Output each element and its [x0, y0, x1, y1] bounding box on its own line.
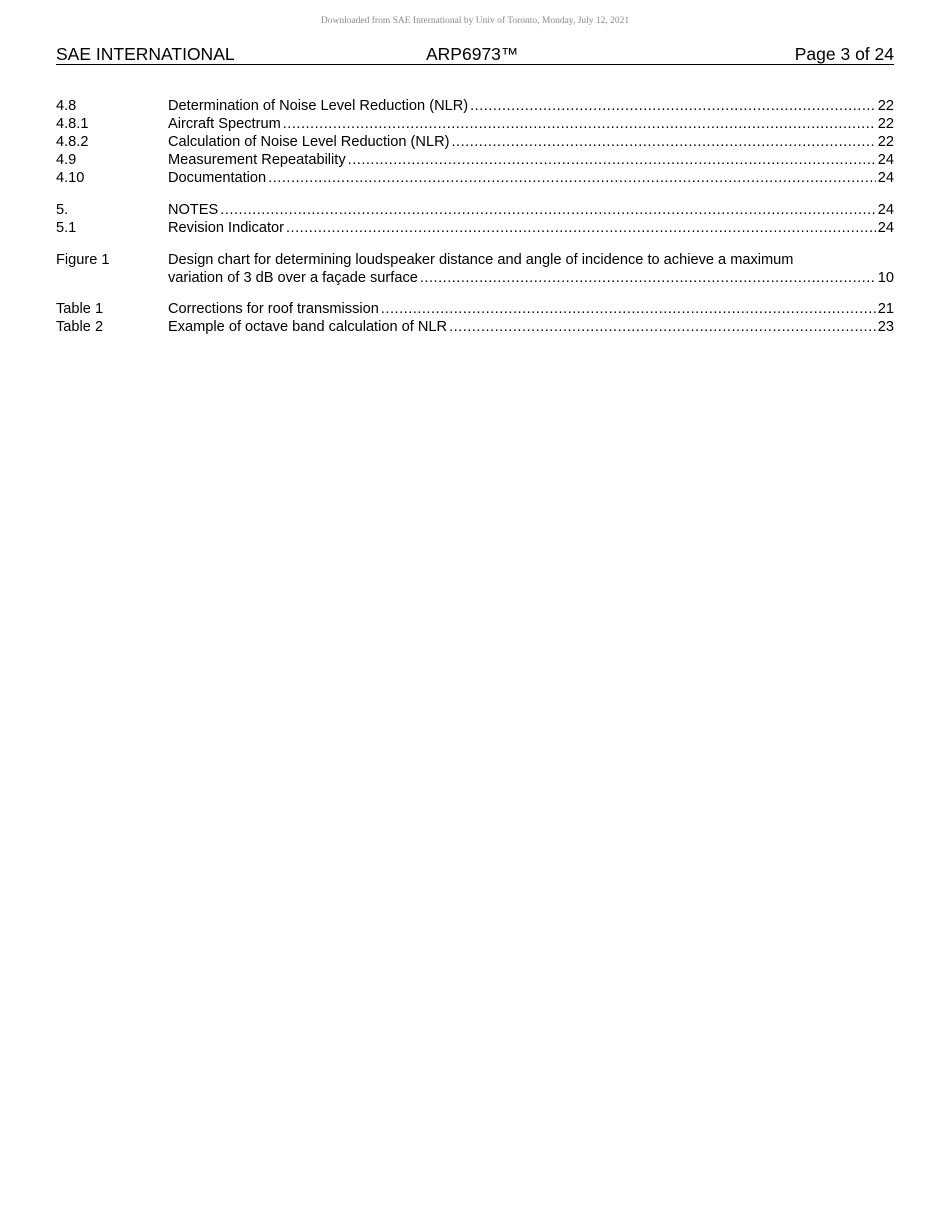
toc-entry-page: 24 — [877, 170, 894, 186]
toc-entry-title: NOTES — [168, 202, 219, 218]
toc-entry[interactable] — [56, 219, 894, 237]
toc-entry[interactable] — [56, 151, 894, 169]
toc-dot-leader — [286, 219, 876, 237]
header-organization: SAE INTERNATIONAL — [56, 44, 235, 64]
toc-figures-group — [56, 251, 894, 287]
toc-entry-title: Measurement Repeatability — [168, 152, 346, 168]
header-document-id: ARP6973™ — [426, 44, 519, 64]
toc-entry-title: Example of octave band calculation of NLR — [168, 319, 448, 335]
toc-dot-leader — [451, 133, 875, 151]
toc-entry-page: 22 — [877, 116, 894, 132]
toc-entry-title: Calculation of Noise Level Reduction (NLR) — [168, 134, 450, 150]
toc-dot-leader — [470, 97, 876, 115]
toc-table-entry[interactable] — [56, 300, 894, 318]
toc-dot-leader — [420, 269, 876, 287]
toc-tables-group — [56, 300, 894, 336]
header-page-number: Page 3 of 24 — [794, 44, 894, 64]
toc-entry-number: 4.8.2 — [56, 134, 89, 150]
toc-entry-page: 24 — [877, 220, 894, 236]
toc-entry-title: Corrections for roof transmission — [168, 301, 379, 317]
toc-section-group-4 — [56, 97, 894, 187]
toc-dot-leader — [283, 115, 876, 133]
toc-entry[interactable] — [56, 133, 894, 151]
toc-figure-entry[interactable] — [56, 251, 894, 287]
toc-entry-title: Determination of Noise Level Reduction (NLR) — [168, 98, 469, 114]
toc-entry-number: 4.10 — [56, 170, 85, 186]
toc-entry[interactable] — [56, 115, 894, 133]
toc-entry-title: Revision Indicator — [168, 220, 284, 236]
toc-entry-number: 5. — [56, 202, 69, 218]
page-header — [56, 44, 894, 65]
toc-entry[interactable] — [56, 201, 894, 219]
toc-dot-leader — [348, 151, 876, 169]
toc-entry-number: 4.9 — [56, 152, 77, 168]
toc-entry-page: 24 — [877, 152, 894, 168]
toc-table-entry[interactable] — [56, 318, 894, 336]
toc-section-group-5 — [56, 201, 894, 237]
toc-dot-leader — [381, 300, 876, 318]
toc-entry-number: 4.8 — [56, 98, 77, 114]
toc-entry-title-line2: variation of 3 dB over a façade surface — [168, 270, 418, 286]
toc-entry-page: 22 — [877, 98, 894, 114]
toc-entry-number: Table 2 — [56, 319, 104, 335]
download-watermark: Downloaded from SAE International by Univ of Toronto, Monday, July 12, 2021 — [320, 16, 630, 26]
toc-entry-number: 4.8.1 — [56, 116, 89, 132]
toc-entry-title-line1: Design chart for determining loudspeaker distance and angle of incidence to achieve a maximum — [168, 252, 794, 268]
toc-entry[interactable] — [56, 97, 894, 115]
toc-entry-page: 10 — [877, 270, 894, 286]
toc-entry-number: 5.1 — [56, 220, 77, 236]
toc-entry[interactable] — [56, 169, 894, 187]
toc-entry-page: 24 — [877, 202, 894, 218]
toc-entry-number: Table 1 — [56, 301, 104, 317]
toc-entry-title: Aircraft Spectrum — [168, 116, 281, 132]
toc-dot-leader — [449, 318, 876, 336]
toc-dot-leader — [220, 201, 875, 219]
toc-entry-number: Figure 1 — [56, 252, 110, 268]
toc-dot-leader — [268, 169, 876, 187]
table-of-contents — [56, 97, 894, 350]
toc-entry-page: 21 — [877, 301, 894, 317]
toc-entry-page: 22 — [877, 134, 894, 150]
toc-entry-page: 23 — [877, 319, 894, 335]
toc-entry-title: Documentation — [168, 170, 267, 186]
